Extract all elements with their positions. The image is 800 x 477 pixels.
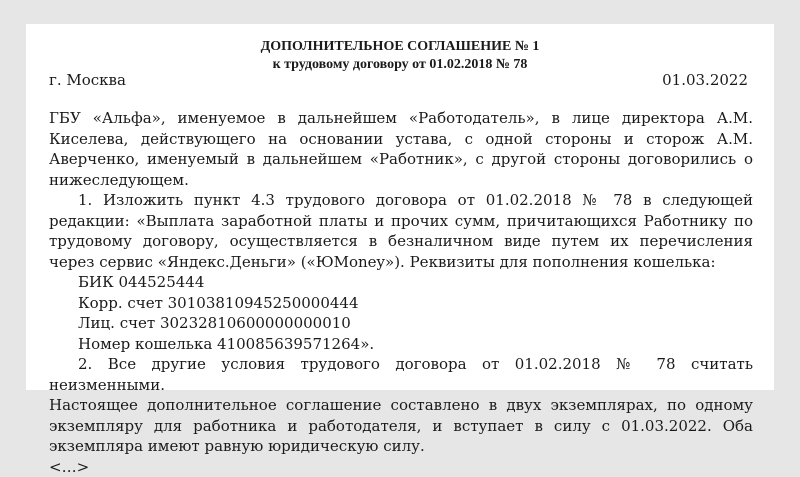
clause-2-paragraph: 2. Все другие условия трудового договора от 01.02.2018 № 78 считать неизменными. bbox=[49, 354, 753, 395]
document-body bbox=[49, 108, 753, 477]
document-title: ДОПОЛНИТЕЛЬНОЕ СОГЛАШЕНИЕ № 1 bbox=[26, 39, 774, 55]
payment-details-list bbox=[49, 272, 753, 354]
preamble-paragraph: ГБУ «Альфа», именуемое в дальнейшем «Работодатель», в лице директора А.М. Киселева, действующего на основании устава, с одной стороны и сторож А.М. Аверченко, именуемый в дальнейшем «Работник», с другой стороны договорились о нижеследующем. bbox=[49, 108, 753, 190]
closing-paragraph: Настоящее дополнительное соглашение составлено в двух экземплярах, по одному экземпляру для работника и работодателя, и вступает в силу с 01.03.2022. Оба экземпляра имеют равную юридическую силу. bbox=[49, 395, 753, 457]
detail-personal-account: Лиц. счет 30232810600000000010 bbox=[78, 313, 753, 334]
clause-1-paragraph: 1. Изложить пункт 4.3 трудового договора от 01.02.2018 № 78 в следующей редакции: «Выплата заработной платы и прочих сумм, причитающихся Работнику по трудовому договору, осуществляется в безналичном виде путем их перечисления через сервис «Яндекс.Деньги» («ЮMoney»). Реквизиты для пополнения кошелька: bbox=[49, 190, 753, 272]
document-sheet bbox=[26, 24, 774, 390]
detail-wallet-number: Номер кошелька 410085639571264». bbox=[78, 334, 753, 355]
document-date: 01.03.2022 bbox=[662, 71, 748, 89]
document-city: г. Москва bbox=[49, 71, 126, 89]
detail-bik: БИК 044525444 bbox=[78, 272, 753, 293]
ellipsis-marker: <…> bbox=[49, 457, 753, 477]
detail-corr-account: Корр. счет 30103810945250000444 bbox=[78, 293, 753, 314]
document-subtitle: к трудовому договору от 01.02.2018 № 78 bbox=[26, 57, 774, 73]
